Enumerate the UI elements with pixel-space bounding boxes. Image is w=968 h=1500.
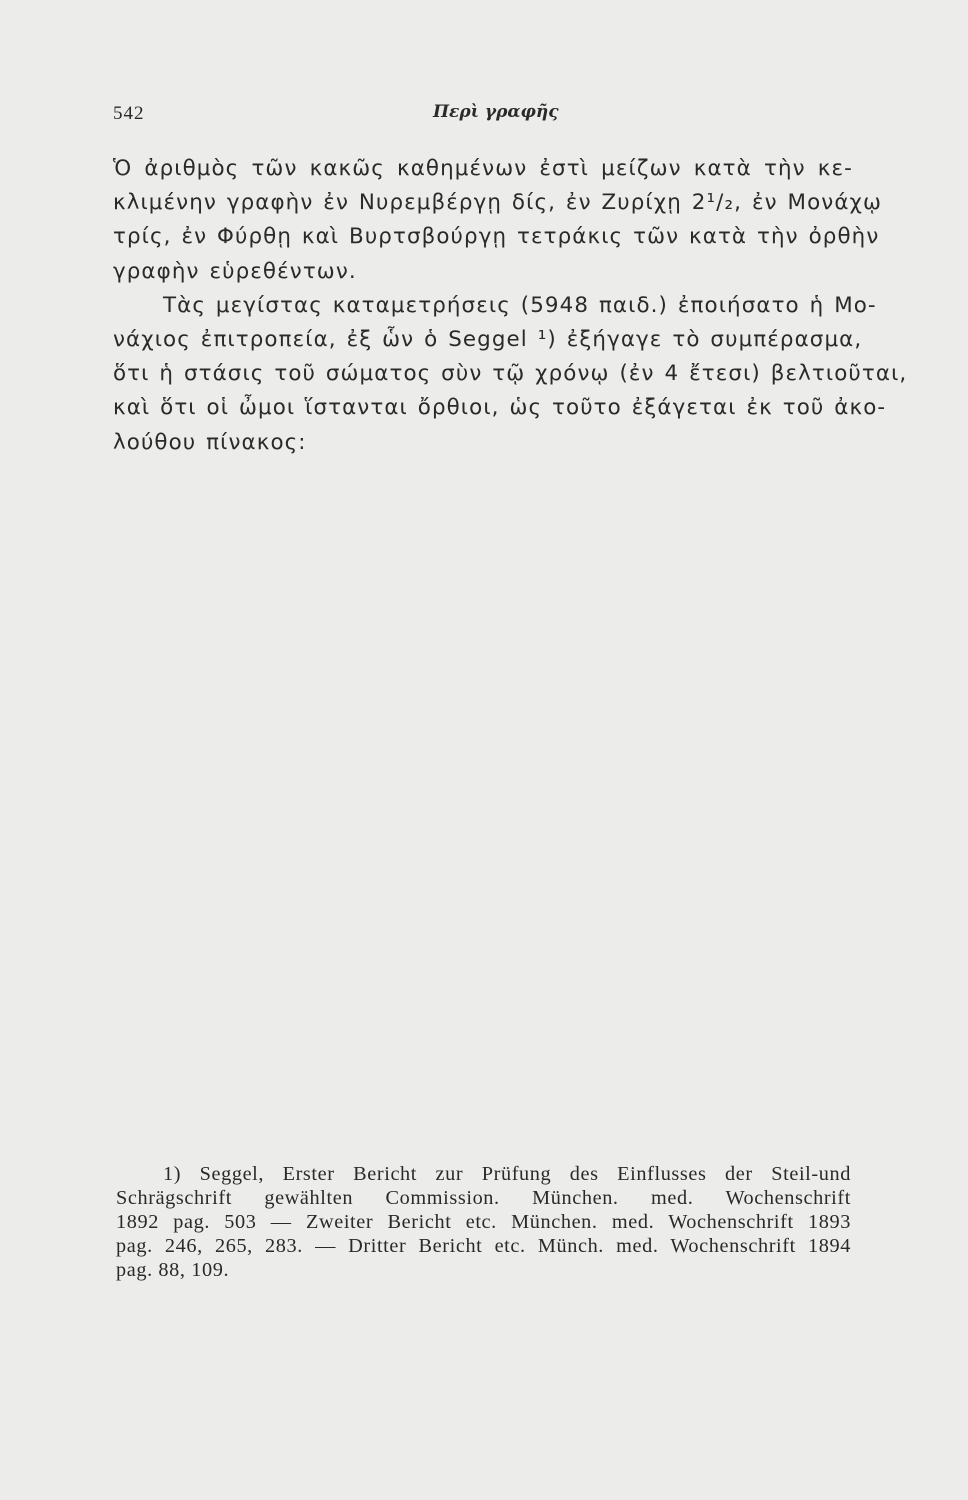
footnote (116, 1162, 851, 1282)
body-line: τρίς, ἐν Φύρθῃ καὶ Βυρτσβούργῃ τετράκις τῶν κατὰ τὴν ὀρθὴν (113, 224, 880, 250)
body-line: Ὁ ἀριθμὸς τῶν κακῶς καθημένων ἐστὶ μείζων κατὰ τὴν κε- (113, 156, 853, 181)
body-line: λούθου πίνακος: (113, 429, 307, 455)
running-head (113, 103, 855, 133)
body-line: νάχιος ἐπιτροπεία, ἐξ ὧν ὁ Seggel ¹) ἐξήγαγε τὸ συμπέρασμα, (113, 327, 863, 353)
body-line: γραφὴν εὑρεθέντων. (113, 258, 357, 284)
body-line: ὅτι ἡ στάσις τοῦ σώματος σὺν τῷ χρόνῳ (ἐν 4 ἔτεσι) βελτιοῦται, (113, 361, 908, 387)
footnote-line: pag. 88, 109. (116, 1259, 230, 1281)
body-paragraphs (113, 152, 908, 460)
page-number: 542 (113, 103, 145, 124)
body-line: Τὰς μεγίστας καταμετρήσεις (5948 παιδ.) ἐποιήσατο ἡ Μο- (163, 292, 877, 318)
footnote-line: pag. 246, 265, 283. — Dritter Bericht etc. Münch. med. Wochenschrift 1894 (116, 1235, 851, 1257)
footnote-line: 1) Seggel, Erster Bericht zur Prüfung des Einflusses der Steil-und (163, 1163, 851, 1185)
footnote-line: Schrägschrift gewählten Commission. München. med. Wochenschrift (116, 1187, 851, 1209)
body-line: καὶ ὅτι οἱ ὦμοι ἵστανται ὄρθιοι, ὡς τοῦτο ἐξάγεται ἐκ τοῦ ἀκο- (113, 395, 887, 421)
footnote-line: 1892 pag. 503 — Zweiter Bericht etc. München. med. Wochenschrift 1893 (116, 1211, 851, 1233)
running-title: Περὶ γραφῆς (433, 102, 559, 122)
body-line: κλιμένην γραφὴν ἐν Νυρεμβέργῃ δίς, ἐν Ζυρίχῃ 2¹/₂, ἐν Μονάχῳ (113, 190, 883, 216)
